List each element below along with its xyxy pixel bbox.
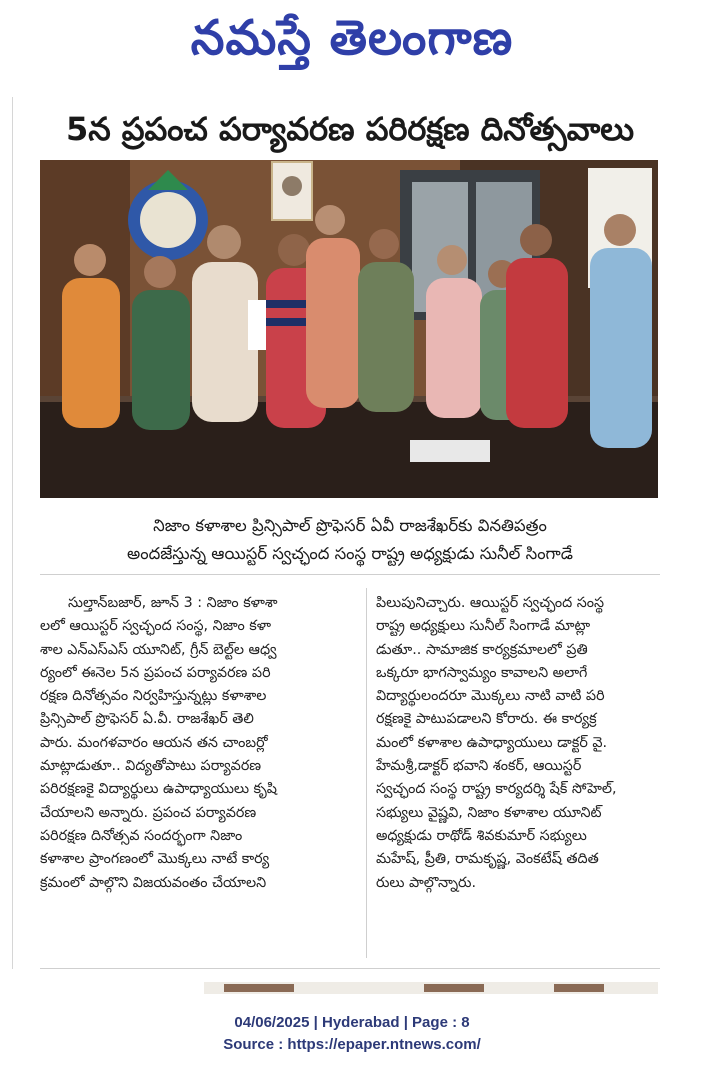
article-end-divider xyxy=(40,968,660,969)
body-line: పరిరక్షణకై విద్యార్థులు ఉపాధ్యాయులు కృషి xyxy=(40,781,277,798)
body-line: ఒక్కరూ భాగస్వామ్యం కావాలని అలాగే xyxy=(376,664,588,681)
body-line: పిలుపునిచ్చారు. ఆయిస్టర్ స్వచ్ఛంద సంస్థ xyxy=(376,595,605,611)
caption-line: అందజేస్తున్న ఆయిస్టర్ స్వచ్ఛంద సంస్థ రాష్ట్ర అధ్యక్షుడు సునీల్ సింగాడే xyxy=(127,544,573,563)
body-line: రక్షణ దినోత్సవం నిర్వహిస్తున్నట్లు కళాశాల xyxy=(40,688,267,705)
article-body-right-column xyxy=(376,592,698,895)
body-line: చేయాలని అన్నారు. ప్రపంచ పర్యావరణ xyxy=(40,804,257,821)
body-line: ప్రిన్సిపాల్ ప్రొఫెసర్ ఏ.వీ. రాజశేఖర్ తెలి xyxy=(40,711,254,728)
next-article-fragment xyxy=(554,984,604,992)
page-left-rule xyxy=(12,97,13,969)
body-line: రాష్ట్ర అధ్యక్షులు సునీల్ సింగాడే మాట్లా xyxy=(376,618,591,635)
body-line: సభ్యులు వైష్ణవి, నిజాం కళాశాల యూనిట్ xyxy=(376,804,602,821)
body-line: స్వచ్ఛంద సంస్థ రాష్ట్ర కార్యదర్శి షేక్ సోహెల్, xyxy=(376,781,617,798)
caption-line: నిజాం కళాశాల ప్రిన్సిపాల్ ప్రొఫెసర్ ఏవీ రాజశేఖర్‌కు వినతిపత్రం xyxy=(153,516,547,535)
body-line: పరిరక్షణ దినోత్సవ సందర్భంగా నిజాం xyxy=(40,827,243,844)
body-line: మహేష్, ప్రీతి, రామకృష్ణ, వెంకటేష్ తదిత xyxy=(376,851,599,868)
body-line: డుతూ.. సామాజిక కార్యక్రమాలలో ప్రతి xyxy=(376,641,588,658)
news-photo xyxy=(40,160,658,498)
article-body-left-column xyxy=(40,592,362,895)
masthead-logo: నమస్తే తెలంగాణ xyxy=(190,10,514,66)
body-line: కళాశాల ప్రాంగణంలో మొక్కలు నాటే కార్య xyxy=(40,851,270,868)
body-line: మాట్లాడుతూ.. విద్యతోపాటు పర్యావరణ xyxy=(40,758,262,775)
body-line: లలో ఆయిస్టర్ స్వచ్ఛంద సంస్థ, నిజాం కళా xyxy=(40,618,271,635)
body-line: హేమశ్రీ,డాక్టర్ భవాని శంకర్, ఆయిస్టర్ xyxy=(376,758,582,775)
body-line: అధ్యక్షుడు రాథోడ్ శివకుమార్ సభ్యులు xyxy=(376,827,587,844)
body-line: శాల ఎన్‌ఎస్‌ఎస్ యూనిట్, గ్రీన్ బెల్ట్‌ల ఆధ్వ xyxy=(40,641,277,658)
body-line: ర్యంలో ఈనెల 5న ప్రపంచ పర్యావరణ పరి xyxy=(40,664,271,681)
next-article-fragment xyxy=(424,984,484,992)
body-line: విద్యార్థులందరూ మొక్కలు నాటి వాటి పరి xyxy=(376,688,605,705)
body-line: రులు పాల్గొన్నారు. xyxy=(376,874,477,891)
photo-caption xyxy=(40,512,660,568)
body-line: పారు. మంగళవారం ఆయన తన చాంబర్లో xyxy=(40,734,268,751)
article-headline: 5న ప్రపంచ పర్యావరణ పరిరక్షణ దినోత్సవాలు xyxy=(65,110,635,148)
edition-info: 04/06/2025 | Hyderabad | Page : 8 xyxy=(234,1014,470,1031)
next-article-image-strip xyxy=(204,982,658,994)
body-line: సుల్తాన్‌బజార్, జూన్ 3 : నిజాం కళాశా xyxy=(68,595,278,611)
source-link[interactable]: Source : https://epaper.ntnews.com/ xyxy=(223,1036,481,1053)
body-line: రక్షణకై పాటుపడాలని కోరారు. ఈ కార్యక్ర xyxy=(376,711,597,728)
caption-divider xyxy=(40,574,660,575)
body-line: మంలో కళాశాల ఉపాధ్యాయులు డాక్టర్ వై. xyxy=(376,734,608,751)
next-article-fragment xyxy=(224,984,294,992)
group-photo-illustration xyxy=(40,160,658,498)
body-line: క్రమంలో పాల్గొని విజయవంతం చేయాలని xyxy=(40,874,267,891)
column-divider xyxy=(366,588,367,958)
